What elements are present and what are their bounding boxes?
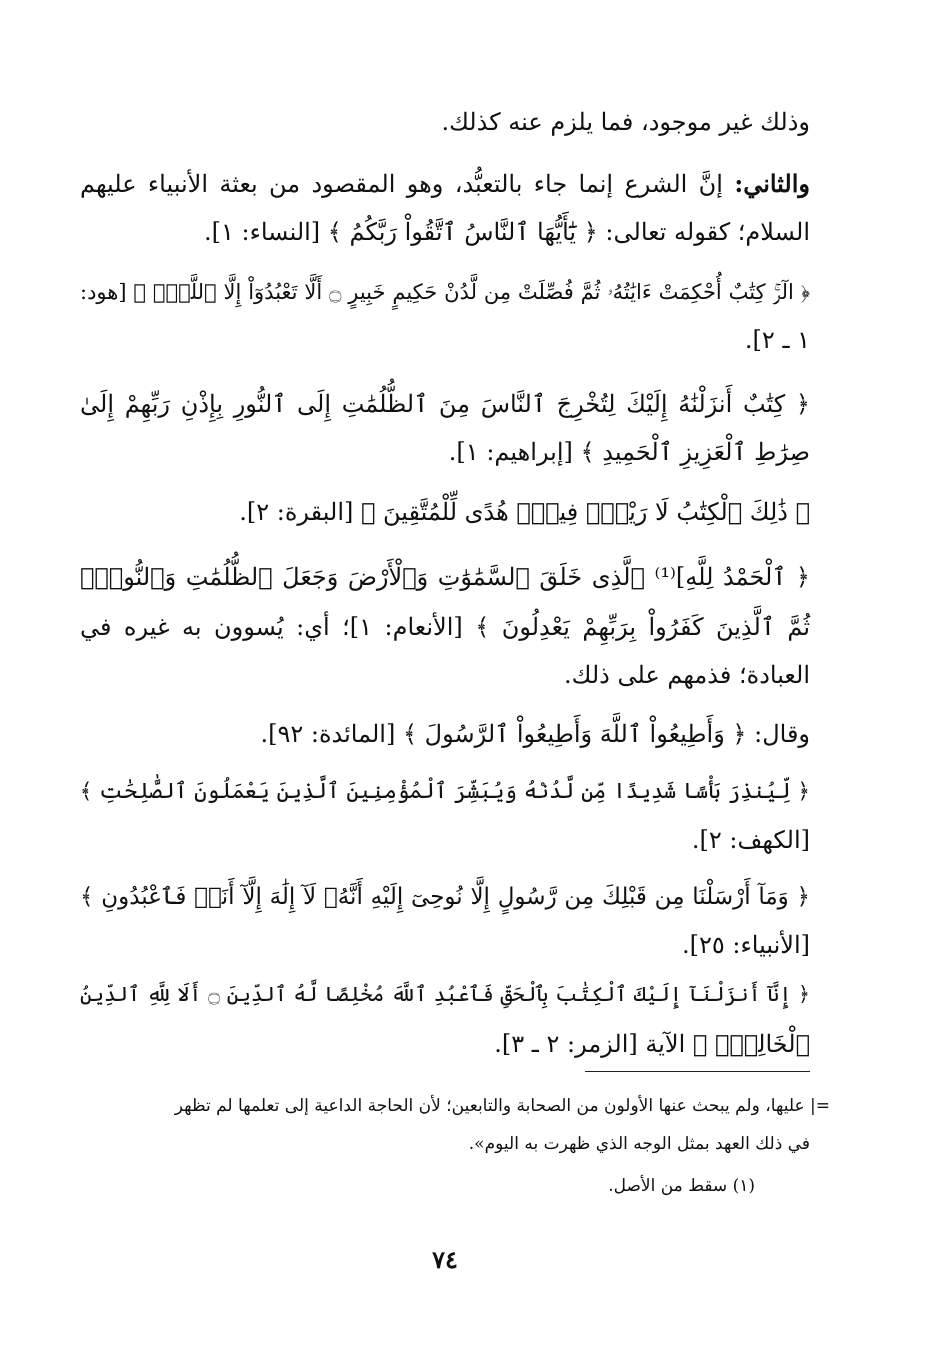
body-line: السلام؛ كقوله تعالى: ﴿ يَٰٓأَيُّهَا ٱلنَّاسُ ٱتَّقُواْ رَبَّكُمُ ﴾ [النساء: ١]. [203,218,810,246]
verse-line: ﴿ إِنَّآ أَنزَلْنَآ إِلَيْكَ ٱلْكِتَٰبَ بِٱلْحَقِّ فَٱعْبُدِ ٱللَّهَ مُخْلِصًا لَّهُ ٱلدِّينَ ۝ أَلَا لِلَّهِ ٱلدِّينُ [80,982,811,1006]
body-line: وقال: ﴿ وَأَطِيعُواْ ٱللَّهَ وَأَطِيعُواْ ٱلرَّسُولَ ﴾ [المائدة: ٩٢]. [260,720,810,748]
verse-line: ﴿ ذَٰلِكَ ٱلْكِتَٰبُ لَا رَيْبَۛ فِيهِۛ هُدًى لِّلْمُتَّقِينَ ﴾ [البقرة: ٢]. [239,498,810,526]
verse-reference: [الأنبياء: ٢٥]. [682,931,810,959]
verse-line: صِرَٰطِ ٱلْعَزِيزِ ٱلْحَمِيدِ ﴾ [إبراهيم: ١]. [448,438,810,466]
body-line [80,167,810,201]
footnote-line: في ذلك العهد بمثل الوجه الذي ظهرت به اليوم». [468,1134,810,1154]
verse-line: ﴿ ٱلْحَمْدُ لِلَّهِ]⁽¹⁾ ٱلَّذِى خَلَقَ ٱلسَّمَٰوَٰتِ وَٱلْأَرْضَ وَجَعَلَ ٱلظُّلُمَٰتِ وَٱلنُّورَۖ [80,563,810,591]
verse-line: ﴿ الٓرۚ كِتَٰبٌ أُحْكِمَتْ ءَايَٰتُهُۥ ثُمَّ فُصِّلَتْ مِن لَّدُنْ حَكِيمٍ خَبِيرٍ ۝ أَلَّا تَعْبُدُوٓاْ إِلَّا ٱللَّهَۚ ﴾ [هود: [80,280,811,304]
body-line-text: إنَّ الشرع إنما جاء بالتعبُّد، وهو المقصود من بعثة الأنبياء عليهم [80,170,723,198]
body-line: العبادة؛ فذمهم على ذلك. [564,661,810,689]
footnote-line: (١) سقط من الأصل. [608,1176,755,1196]
footnote-line: =| عليها، ولم يبحث عنها الأولون من الصحابة والتابعين؛ لأن الحاجة الداعية إلى تعلمها لم تظهر [174,1096,830,1116]
verse-line: ﴿ وَمَآ أَرْسَلْنَا مِن قَبْلِكَ مِن رَّسُولٍ إِلَّا نُوحِىٓ إِلَيْهِ أَنَّهُۥ لَآ إِلَٰهَ إِلَّآ أَنَا۠ فَٱعْبُدُونِ ﴾ [80,884,810,910]
verse-line: ﴿ كِتَٰبٌ أَنزَلْنَٰهُ إِلَيْكَ لِتُخْرِجَ ٱلنَّاسَ مِنَ ٱلظُّلُمَٰتِ إِلَى ٱلنُّورِ بِإِذْنِ رَبِّهِمْ إِلَىٰ [80,390,810,418]
verse-line: ٱلْخَالِصُۚ ﴾ الآية [الزمر: ٢ ـ ٣]. [494,1030,810,1058]
verse-reference: [الكهف: ٢]. [691,826,810,854]
body-line: وذلك غير موجود، فما يلزم عنه كذلك. [441,108,810,136]
page-number: ٧٤ [432,1245,458,1274]
verse-reference: ١ ـ ٢]. [744,326,810,354]
footnote-separator [585,1071,810,1072]
verse-line: ﴿ لِّيُنذِرَ بَأْسًا شَدِيدًا مِّن لَّدُنْهُ وَيُبَشِّرَ ٱلْمُؤْمِنِينَ ٱلَّذِينَ يَعْمَلُونَ ٱلصَّٰلِحَٰتِ ﴾ [79,779,810,804]
verse-line: ثُمَّ ٱلَّذِينَ كَفَرُواْ بِرَبِّهِمْ يَعْدِلُونَ ﴾ [الأنعام: ١]؛ أي: يُسوون به غيره في [80,613,811,641]
section-label: والثاني: [734,169,810,198]
